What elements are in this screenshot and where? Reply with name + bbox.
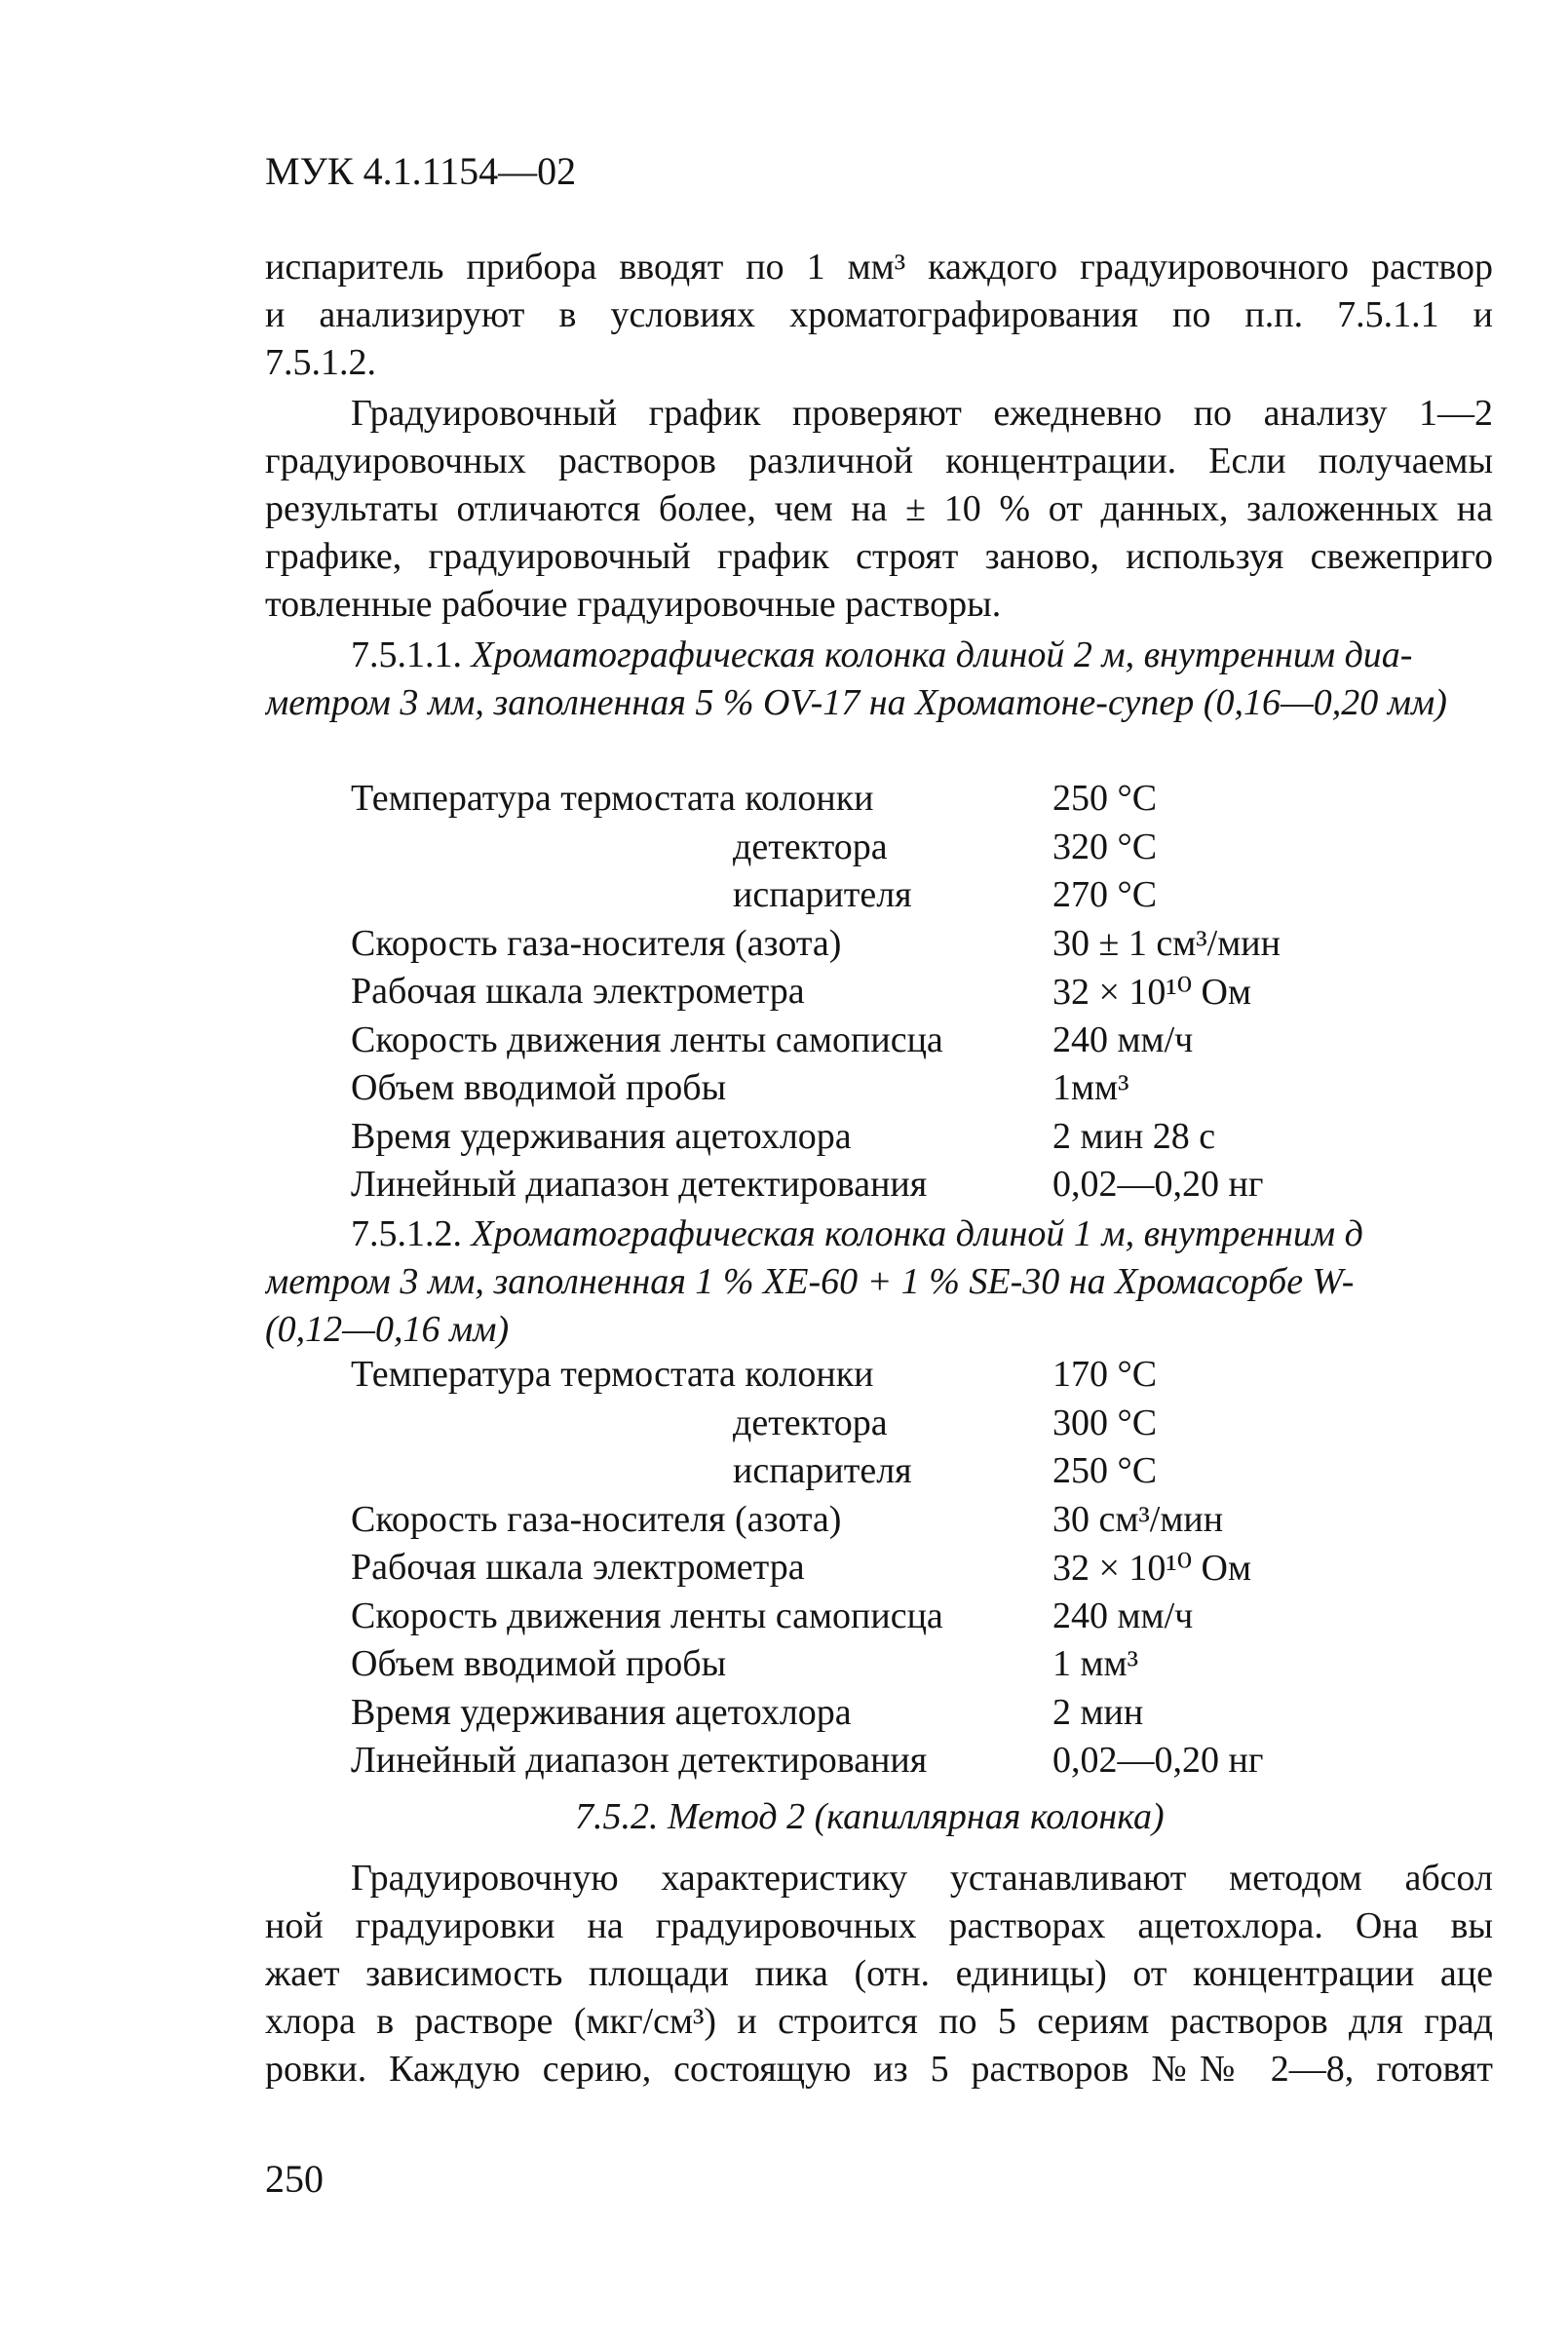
section-number: 7.5.1.1. <box>351 634 462 675</box>
section-title: Хроматографическая колонка длиной 1 м, внутренним д <box>471 1213 1363 1254</box>
parameter-value: 30 ± 1 см³/мин <box>1052 922 1281 964</box>
parameter-value: 2 мин 28 с <box>1052 1115 1216 1157</box>
parameter-label: Рабочая шкала электрометра <box>351 971 805 1012</box>
parameter-value: 300 °С <box>1052 1402 1158 1443</box>
text-line <box>351 1210 1493 1258</box>
text-line: метром 3 мм, заполненная 1 % XE-60 + 1 % SE-30 на Хромасорбе W- <box>265 1261 1355 1302</box>
parameter-label: испарителя <box>733 874 912 915</box>
text-line: градуировочных растворов различной концентрации. Если получаемы <box>265 441 1493 481</box>
text-line: 7.5.1.2. <box>265 342 376 383</box>
text-line: Градуировочный график проверяют ежедневно по анализу 1—2 <box>351 393 1493 434</box>
parameter-label: Скорость газа-носителя (азота) <box>351 1498 842 1540</box>
section-number: 7.5.1.2. <box>351 1213 462 1254</box>
text-line: испаритель прибора вводят по 1 мм³ каждого градуировочного раствор <box>265 247 1493 288</box>
method-2-subtitle: 7.5.2. Метод 2 (капиллярная колонка) <box>575 1796 1165 1837</box>
text-line: (0,12—0,16 мм) <box>265 1309 510 1350</box>
parameter-label: Объем вводимой пробы <box>351 1643 727 1684</box>
parameter-value: 270 °С <box>1052 874 1158 915</box>
parameter-label: Линейный диапазон детектирования <box>351 1740 928 1781</box>
parameter-value: 1мм³ <box>1052 1067 1129 1108</box>
parameter-label: испарителя <box>733 1450 912 1491</box>
parameter-label: детектора <box>733 1402 888 1443</box>
parameter-value: 240 мм/ч <box>1052 1594 1194 1636</box>
text-line: графике, градуировочный график строят заново, используя свежеприго <box>265 536 1493 577</box>
text-line: товленные рабочие градуировочные растворы. <box>265 584 1002 625</box>
parameter-label: Температура термостата колонки <box>351 1354 874 1395</box>
parameter-value: 170 °С <box>1052 1354 1158 1395</box>
parameter-label: Время удерживания ацетохлора <box>351 1115 852 1157</box>
parameter-value: 2 мин <box>1052 1691 1144 1733</box>
text-line: ровки. Каждую серию, состоящую из 5 растворов №№ 2—8, готовят <box>265 2049 1493 2090</box>
parameter-value: 1 мм³ <box>1052 1643 1138 1684</box>
text-line: ной градуировки на градуировочных растворах ацетохлора. Она вы <box>265 1905 1493 1946</box>
parameter-label: Время удерживания ацетохлора <box>351 1691 852 1733</box>
parameter-value: 250 °С <box>1052 1450 1158 1491</box>
parameter-value: 250 °С <box>1052 778 1158 819</box>
parameter-value: 32 × 10¹⁰ Ом <box>1052 972 1252 1013</box>
text-line <box>351 632 1493 679</box>
parameter-value: 240 мм/ч <box>1052 1018 1194 1060</box>
text-line: и анализируют в условиях хроматографирования по п.п. 7.5.1.1 и <box>265 294 1493 335</box>
text-line: результаты отличаются более, чем на ± 10 % от данных, заложенных на <box>265 488 1493 529</box>
page-number: 250 <box>265 2157 324 2201</box>
parameter-value: 32 × 10¹⁰ Ом <box>1052 1548 1252 1589</box>
parameter-label: детектора <box>733 826 888 867</box>
parameter-label: Скорость движения ленты самописца <box>351 1594 943 1636</box>
parameter-value: 0,02—0,20 нг <box>1052 1740 1264 1781</box>
parameter-label: Скорость газа-носителя (азота) <box>351 922 842 964</box>
text-line: метром 3 мм, заполненная 5 % OV-17 на Хроматоне-супер (0,16—0,20 мм) <box>265 682 1447 723</box>
parameter-label: Линейный диапазон детектирования <box>351 1164 928 1205</box>
parameter-value: 320 °С <box>1052 826 1158 867</box>
text-line: Градуировочную характеристику устанавливают методом абсол <box>351 1858 1493 1899</box>
text-line: жает зависимость площади пика (отн. единицы) от концентрации аце <box>265 1953 1493 1994</box>
parameter-value: 30 см³/мин <box>1052 1498 1224 1540</box>
parameter-label: Рабочая шкала электрометра <box>351 1547 805 1588</box>
parameter-label: Скорость движения ленты самописца <box>351 1018 943 1060</box>
text-line: хлора в растворе (мкг/см³) и строится по 5 сериям растворов для град <box>265 2001 1493 2042</box>
parameter-label: Температура термостата колонки <box>351 778 874 819</box>
parameter-label: Объем вводимой пробы <box>351 1067 727 1108</box>
page-header: МУК 4.1.1154—02 <box>265 149 577 193</box>
section-title: Хроматографическая колонка длиной 2 м, внутренним диа- <box>471 634 1413 675</box>
parameter-value: 0,02—0,20 нг <box>1052 1164 1264 1205</box>
